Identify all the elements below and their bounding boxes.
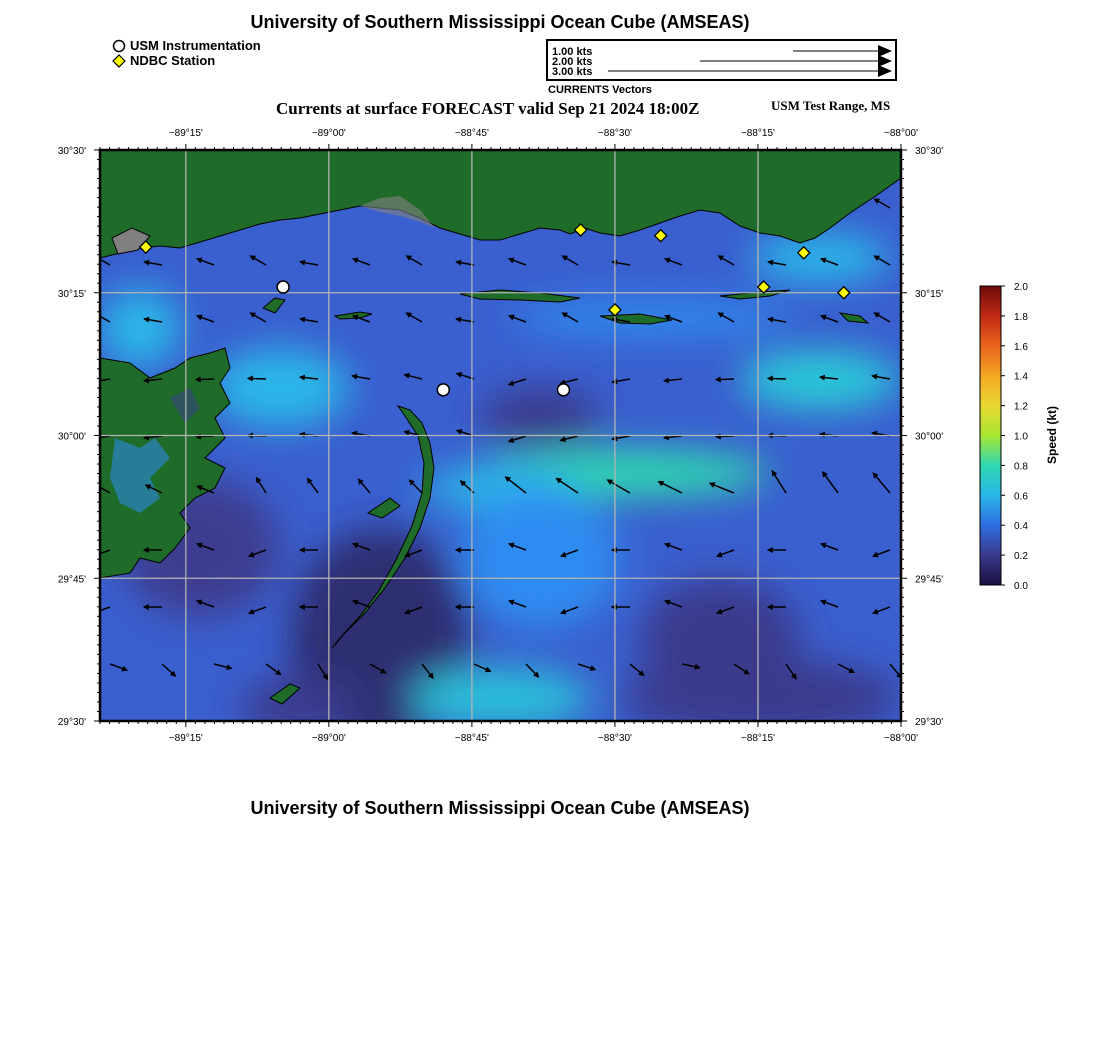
colorbar-tick-label: 0.0 (1014, 581, 1028, 592)
lon-tick-label: −89°15' (168, 128, 203, 139)
lat-tick-label: 30°00' (57, 431, 86, 443)
lat-tick-label: 29°45' (915, 574, 944, 586)
colorbar-tick-label: 1.2 (1014, 401, 1028, 413)
key-arrow-icon (878, 65, 892, 77)
colorbar-tick-label: 0.4 (1014, 521, 1028, 533)
vector-key-row-2: 2.00 kts (552, 56, 593, 68)
colorbar-tick-label: 1.6 (1014, 341, 1028, 353)
colorbar-tick-label: 1.0 (1014, 431, 1028, 443)
colorbar-tick-label: 0.2 (1014, 551, 1028, 563)
colorbar-gradient (980, 286, 1001, 585)
lon-tick-label: −88°30' (597, 128, 632, 139)
usm-legend-item (112, 38, 261, 53)
lat-tick-label: 30°15' (57, 288, 86, 300)
lon-tick-label: −88°00' (884, 128, 918, 139)
footer-title: University of Southern Mississippi Ocean Cube (AMSEAS) (250, 798, 750, 818)
current-vector-arrow (248, 378, 266, 379)
lat-tick-label: 30°15' (915, 288, 944, 300)
ndbc-legend-label: NDBC Station (130, 53, 216, 68)
lon-tick-label: −88°15' (740, 128, 775, 139)
lon-tick-label: −88°45' (454, 733, 489, 744)
current-vector-arrow (196, 379, 214, 380)
white-circle-icon (112, 39, 126, 53)
current-vector-arrow (768, 378, 786, 379)
colorbar-tick-label: 0.6 (1014, 491, 1028, 503)
current-vector-arrow (716, 379, 734, 380)
lon-tick-label: −89°15' (168, 733, 203, 744)
lat-tick-label: 30°30' (915, 146, 944, 157)
colorbar-tick-label: 2.0 (1014, 282, 1028, 293)
page-title: University of Southern Mississippi Ocean Cube (AMSEAS) (250, 12, 750, 32)
vector-key-box (546, 39, 897, 81)
vector-key-caption: CURRENTS Vectors (548, 84, 652, 96)
speed-colorbar (965, 275, 1075, 605)
usm-instrument-marker (277, 281, 289, 293)
usm-instrument-marker (437, 384, 449, 396)
vector-key-arrows (548, 41, 895, 79)
map-subtitle: Currents at surface FORECAST valid Sep 21 2024 18:00Z (276, 99, 700, 118)
vector-key-row-1: 1.00 kts (552, 46, 593, 58)
region-label: USM Test Range, MS (771, 98, 891, 113)
lon-tick-label: −88°30' (597, 733, 632, 744)
colorbar-tick-label: 0.8 (1014, 461, 1028, 473)
lat-tick-label: 29°30' (915, 717, 944, 728)
key-arrow-icon (878, 55, 892, 67)
lon-tick-label: −88°00' (884, 733, 918, 744)
lat-tick-label: 29°45' (57, 574, 86, 586)
lat-tick-label: 30°00' (915, 431, 944, 443)
lon-tick-label: −88°45' (454, 128, 489, 139)
lat-tick-label: 30°30' (57, 146, 86, 157)
colorbar-tick-label: 1.8 (1014, 311, 1028, 323)
key-arrow-icon (878, 45, 892, 57)
colorbar-label: Speed (kt) (1045, 405, 1059, 465)
usm-legend-label: USM Instrumentation (130, 38, 261, 53)
vector-key-row-3: 3.00 kts (552, 66, 593, 78)
lat-tick-label: 29°30' (57, 717, 86, 728)
current-map (0, 118, 960, 758)
lon-tick-label: −88°15' (740, 733, 775, 744)
lon-tick-label: −89°00' (311, 733, 346, 744)
ndbc-legend-item (112, 53, 215, 68)
usm-instrument-marker (557, 384, 569, 396)
yellow-diamond-icon (112, 54, 126, 68)
colorbar-tick-label: 1.4 (1014, 371, 1028, 383)
lon-tick-label: −89°00' (311, 128, 346, 139)
